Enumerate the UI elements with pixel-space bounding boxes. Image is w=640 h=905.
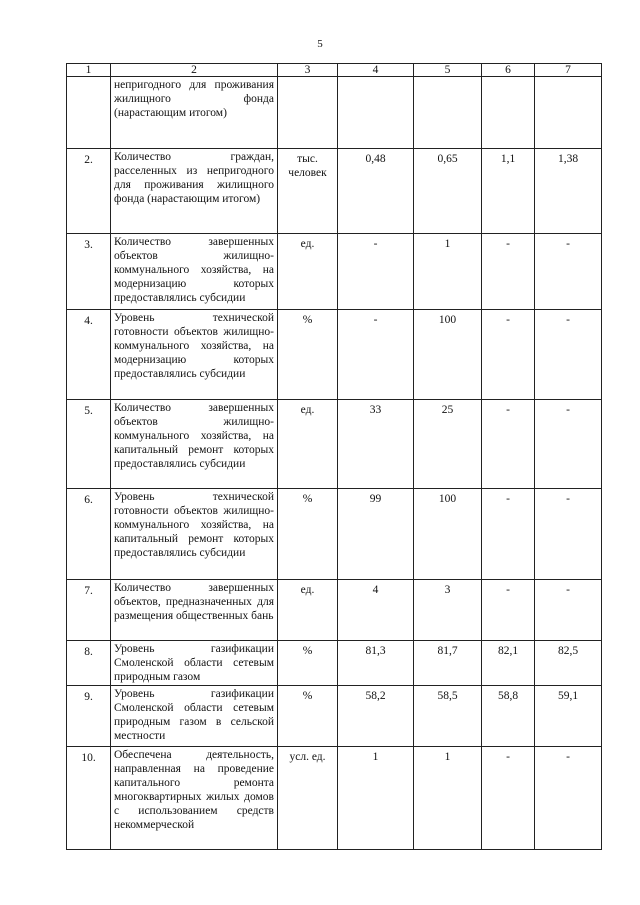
- unit-cell: [278, 77, 338, 149]
- value-cell: -: [482, 580, 535, 641]
- indicator-name: Количество граждан, расселенных из непригодного для проживания жилищного фонда (нарастающим итогом): [111, 149, 278, 234]
- column-header: 1: [67, 64, 111, 77]
- indicator-name: Уровень газификации Смоленской области сетевым природным газом в сельской местности: [111, 686, 278, 747]
- value-cell: 25: [414, 400, 482, 489]
- value-cell: 3: [414, 580, 482, 641]
- table-row: [67, 686, 602, 747]
- value-cell: 59,1: [535, 686, 602, 747]
- value-cell: [414, 77, 482, 149]
- row-number: 2.: [67, 149, 111, 234]
- value-cell: 82,5: [535, 641, 602, 686]
- table-row: [67, 400, 602, 489]
- column-header: 2: [111, 64, 278, 77]
- unit-cell: ед.: [278, 400, 338, 489]
- indicator-name: Уровень технической готовности объектов жилищно-коммунального хозяйства, на модернизацию которых предоставлялись субсидии: [111, 310, 278, 400]
- value-cell: -: [482, 747, 535, 850]
- table-row: [67, 149, 602, 234]
- value-cell: 1: [338, 747, 414, 850]
- value-cell: -: [535, 234, 602, 310]
- value-cell: -: [535, 400, 602, 489]
- column-header: 4: [338, 64, 414, 77]
- value-cell: 58,8: [482, 686, 535, 747]
- value-cell: 1: [414, 747, 482, 850]
- value-cell: -: [338, 310, 414, 400]
- table-row: [67, 77, 602, 149]
- page-number: 5: [317, 38, 323, 50]
- table-row: [67, 747, 602, 850]
- value-cell: -: [338, 234, 414, 310]
- value-cell: 1: [414, 234, 482, 310]
- row-number: 10.: [67, 747, 111, 850]
- unit-cell: %: [278, 489, 338, 580]
- value-cell: 58,2: [338, 686, 414, 747]
- indicator-name: Обеспечена деятельность, направленная на проведение капитального ремонта многоквартирных жилых домов с использованием средств некоммерческой: [111, 747, 278, 850]
- value-cell: 33: [338, 400, 414, 489]
- row-number: 8.: [67, 641, 111, 686]
- value-cell: -: [535, 489, 602, 580]
- value-cell: 1,38: [535, 149, 602, 234]
- indicator-name: Количество завершенных объектов, предназначенных для размещения общественных бань: [111, 580, 278, 641]
- table-row: [67, 641, 602, 686]
- column-header: 6: [482, 64, 535, 77]
- value-cell: -: [535, 580, 602, 641]
- indicator-name: Уровень газификации Смоленской области сетевым природным газом: [111, 641, 278, 686]
- value-cell: 82,1: [482, 641, 535, 686]
- row-number: 3.: [67, 234, 111, 310]
- value-cell: 81,7: [414, 641, 482, 686]
- unit-cell: %: [278, 310, 338, 400]
- value-cell: 81,3: [338, 641, 414, 686]
- value-cell: 0,65: [414, 149, 482, 234]
- table-row: [67, 489, 602, 580]
- value-cell: -: [535, 747, 602, 850]
- value-cell: -: [482, 400, 535, 489]
- value-cell: 4: [338, 580, 414, 641]
- value-cell: -: [482, 310, 535, 400]
- value-cell: -: [482, 234, 535, 310]
- unit-cell: ед.: [278, 234, 338, 310]
- indicator-name: непригодного для проживания жилищного фонда (нарастающим итогом): [111, 77, 278, 149]
- value-cell: -: [535, 310, 602, 400]
- row-number: 6.: [67, 489, 111, 580]
- value-cell: 99: [338, 489, 414, 580]
- table-row: [67, 234, 602, 310]
- row-number: 4.: [67, 310, 111, 400]
- value-cell: 1,1: [482, 149, 535, 234]
- row-number: 5.: [67, 400, 111, 489]
- column-header: 3: [278, 64, 338, 77]
- unit-cell: усл. ед.: [278, 747, 338, 850]
- value-cell: -: [482, 489, 535, 580]
- table-row: [67, 310, 602, 400]
- table-row: [67, 580, 602, 641]
- unit-cell: %: [278, 641, 338, 686]
- unit-cell: %: [278, 686, 338, 747]
- row-number: [67, 77, 111, 149]
- header-row: [67, 64, 602, 77]
- indicator-name: Уровень технической готовности объектов жилищно-коммунального хозяйства, на капитальный ремонт которых предоставлялись субсидии: [111, 489, 278, 580]
- unit-cell: ед.: [278, 580, 338, 641]
- value-cell: 0,48: [338, 149, 414, 234]
- value-cell: [338, 77, 414, 149]
- value-cell: 58,5: [414, 686, 482, 747]
- indicators-table: [66, 63, 602, 850]
- column-header: 7: [535, 64, 602, 77]
- unit-cell: тыс. человек: [278, 149, 338, 234]
- indicator-name: Количество завершенных объектов жилищно-коммунального хозяйства, на капитальный ремонт которых предоставлялись субсидии: [111, 400, 278, 489]
- column-header: 5: [414, 64, 482, 77]
- indicator-name: Количество завершенных объектов жилищно-коммунального хозяйства, на модернизацию которых предоставлялись субсидии: [111, 234, 278, 310]
- value-cell: 100: [414, 310, 482, 400]
- row-number: 9.: [67, 686, 111, 747]
- row-number: 7.: [67, 580, 111, 641]
- value-cell: [482, 77, 535, 149]
- value-cell: [535, 77, 602, 149]
- value-cell: 100: [414, 489, 482, 580]
